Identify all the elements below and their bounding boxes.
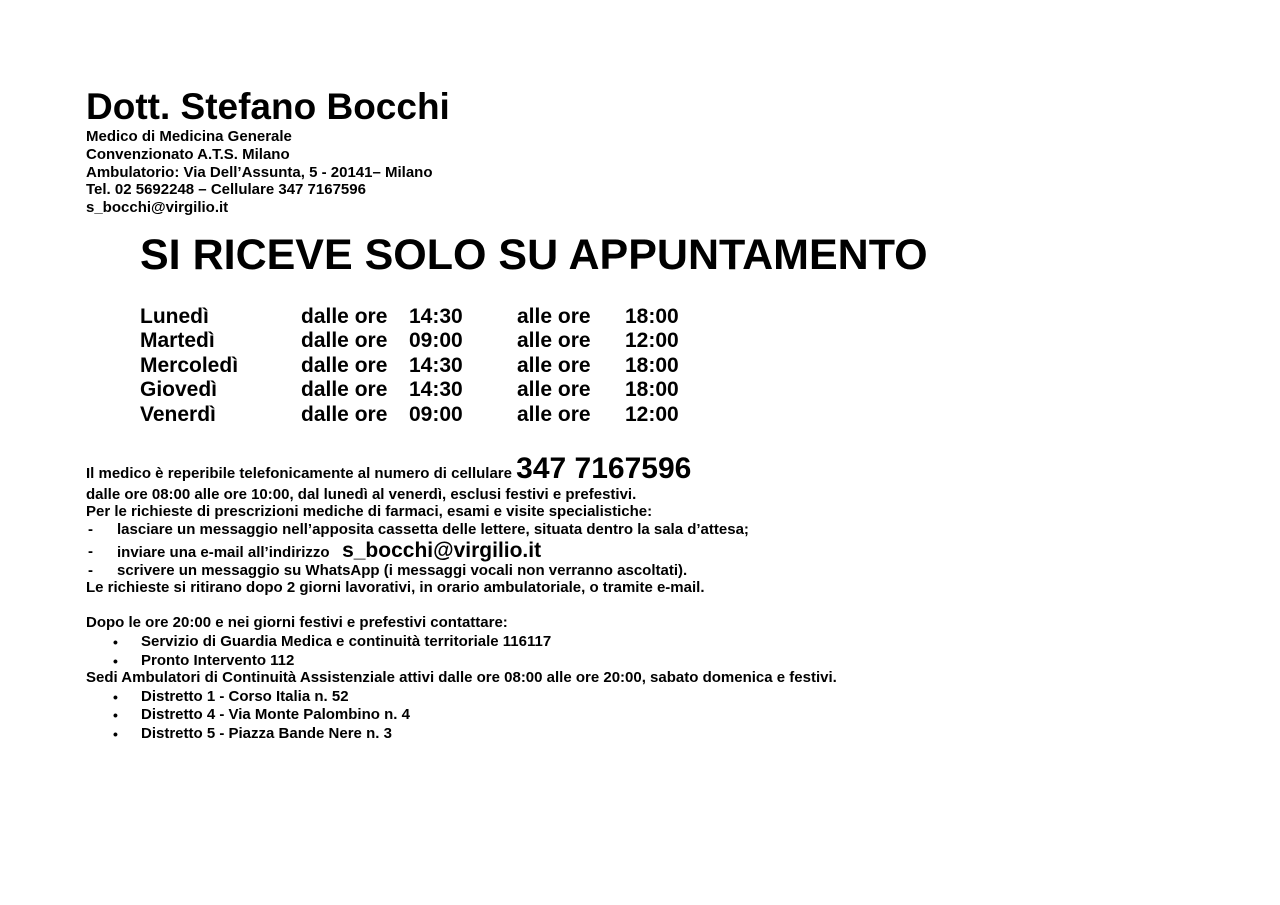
- email-option-text: inviare una e-mail all’indirizzo: [117, 544, 330, 561]
- schedule-day: Venerdì: [140, 403, 216, 426]
- mobile-number: 347 7167596: [516, 452, 692, 485]
- dash-marker: -: [88, 543, 93, 560]
- doctor-name: Dott. Stefano Bocchi: [86, 86, 450, 127]
- schedule-from-label: dalle ore: [301, 403, 388, 426]
- after-hours-intro: Dopo le ore 20:00 e nei giorni festivi e prefestivi contattare:: [86, 614, 508, 631]
- request-option-whatsapp: scrivere un messaggio su WhatsApp (i messaggi vocali non verranno ascoltati).: [117, 562, 688, 579]
- clinic-email: s_bocchi@virgilio.it: [86, 199, 229, 216]
- schedule-to-label: alle ore: [517, 329, 591, 352]
- request-email-address: s_bocchi@virgilio.it: [342, 539, 542, 562]
- schedule-day: Mercoledì: [140, 354, 239, 377]
- schedule-start-time: 09:00: [409, 329, 463, 352]
- schedule-start-time: 14:30: [409, 378, 463, 401]
- schedule-end-time: 18:00: [625, 378, 679, 401]
- schedule-to-label: alle ore: [517, 378, 591, 401]
- bullet-marker: •: [113, 634, 118, 650]
- schedule-from-label: dalle ore: [301, 329, 388, 352]
- sede-item: Distretto 5 - Piazza Bande Nere n. 3: [141, 725, 392, 742]
- sede-item: Distretto 1 - Corso Italia n. 52: [141, 688, 349, 705]
- requests-pickup-note: Le richieste si ritirano dopo 2 giorni lavorativi, in orario ambulatoriale, o tramite e-mail.: [86, 579, 705, 596]
- schedule-start-time: 09:00: [409, 403, 463, 426]
- dash-marker: -: [88, 521, 93, 538]
- appointment-banner: SI RICEVE SOLO SU APPUNTAMENTO: [140, 231, 928, 279]
- schedule-day: Giovedì: [140, 378, 218, 401]
- schedule-from-label: dalle ore: [301, 354, 388, 377]
- schedule-from-label: dalle ore: [301, 305, 388, 328]
- doctor-affiliation: Convenzionato A.T.S. Milano: [86, 146, 290, 163]
- phone-intro-text: Il medico è reperibile telefonicamente al numero di cellulare: [86, 465, 512, 482]
- schedule-end-time: 12:00: [625, 403, 679, 426]
- sede-item: Distretto 4 - Via Monte Palombino n. 4: [141, 706, 410, 723]
- schedule-start-time: 14:30: [409, 354, 463, 377]
- after-hours-item: Pronto Intervento 112: [141, 652, 295, 669]
- bullet-marker: •: [113, 707, 118, 723]
- bullet-marker: •: [113, 653, 118, 669]
- dash-marker: -: [88, 562, 93, 579]
- schedule-end-time: 12:00: [625, 329, 679, 352]
- schedule-from-label: dalle ore: [301, 378, 388, 401]
- schedule-end-time: 18:00: [625, 354, 679, 377]
- schedule-day: Martedì: [140, 329, 215, 352]
- request-option-mailbox: lasciare un messaggio nell’apposita cassetta delle lettere, situata dentro la sala d’attesa;: [117, 521, 749, 538]
- sedi-intro: Sedi Ambulatori di Continuità Assistenziale attivi dalle ore 08:00 alle ore 20:00, sabato domenica e festivi.: [86, 669, 837, 686]
- requests-intro: Per le richieste di prescrizioni mediche di farmaci, esami e visite specialistiche:: [86, 503, 653, 520]
- schedule-to-label: alle ore: [517, 354, 591, 377]
- schedule-end-time: 18:00: [625, 305, 679, 328]
- after-hours-item: Servizio di Guardia Medica e continuità territoriale 116117: [141, 633, 552, 650]
- doctor-specialty: Medico di Medicina Generale: [86, 128, 292, 145]
- schedule-start-time: 14:30: [409, 305, 463, 328]
- schedule-to-label: alle ore: [517, 305, 591, 328]
- clinic-phone: Tel. 02 5692248 – Cellulare 347 7167596: [86, 181, 366, 198]
- schedule-to-label: alle ore: [517, 403, 591, 426]
- bullet-marker: •: [113, 726, 118, 742]
- phone-hours-text: dalle ore 08:00 alle ore 10:00, dal lunedì al venerdì, esclusi festivi e prefestivi.: [86, 486, 637, 503]
- schedule-day: Lunedì: [140, 305, 209, 328]
- bullet-marker: •: [113, 689, 118, 705]
- clinic-address: Ambulatorio: Via Dell’Assunta, 5 - 20141– Milano: [86, 164, 433, 181]
